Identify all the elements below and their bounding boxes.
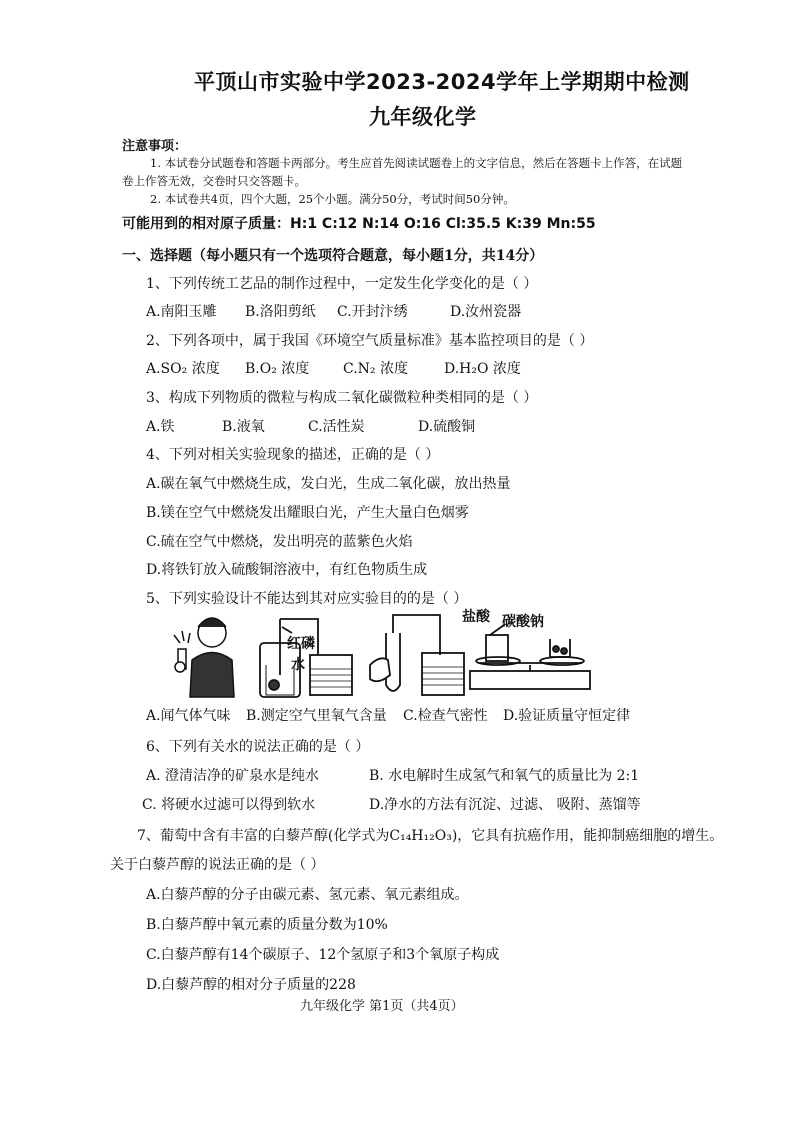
q7-option-b: B.白藜芦醇中氧元素的质量分数为10% xyxy=(146,917,388,933)
label-hydrochloric-acid: 盐酸 xyxy=(462,609,490,625)
question-5-stem: 5、下列实验设计不能达到其对应实验目的的是（ ） xyxy=(146,591,468,607)
q1-option-b: B.洛阳剪纸 xyxy=(245,304,316,320)
q4-option-c: C.硫在空气中燃烧，发出明亮的蓝紫色火焰 xyxy=(146,534,413,550)
q2-option-b: B.O₂ 浓度 xyxy=(245,361,310,377)
q5-option-c: C.检查气密性 xyxy=(403,708,488,724)
q3-option-a: A.铁 xyxy=(146,419,175,435)
q3-option-c: C.活性炭 xyxy=(308,419,365,435)
balance-apparatus xyxy=(470,625,590,689)
label-red-phosphorus: 红磷 xyxy=(287,636,315,652)
question-4-stem: 4、下列对相关实验现象的描述，正确的是（ ） xyxy=(146,447,440,463)
airtightness-apparatus xyxy=(370,615,464,695)
notes-line-1b: 卷上作答无效，交卷时只交答题卡。 xyxy=(122,174,306,188)
q3-option-d: D.硫酸铜 xyxy=(418,419,476,435)
q2-option-d: D.H₂O 浓度 xyxy=(444,361,521,377)
q4-option-b: B.镁在空气中燃烧发出耀眼白光，产生大量白色烟雾 xyxy=(146,505,469,521)
atomic-masses: 可能用到的相对原子质量：H:1 C:12 N:14 O:16 Cl:35.5 K:39 Mn:55 xyxy=(122,216,596,232)
q2-option-a: A.SO₂ 浓度 xyxy=(146,361,220,377)
q7-option-c: C.白藜芦醇有14个碳原子、12个氢原子和3个氧原子构成 xyxy=(146,947,500,963)
q1-option-d: D.汝州瓷器 xyxy=(450,304,522,320)
notes-line-2: 2. 本试卷共4页，四个大题，25个小题。满分50分，考试时间50分钟。 xyxy=(150,192,515,206)
question-2-stem: 2、下列各项中，属于我国《环境空气质量标准》基本监控项目的是（ ） xyxy=(146,333,594,349)
question-1-stem: 1、下列传统工艺品的制作过程中，一定发生化学变化的是（ ） xyxy=(146,276,538,292)
q5-option-a: A.闻气体气味 xyxy=(146,708,231,724)
q6-option-c: C. 将硬水过滤可以得到软水 xyxy=(142,797,316,813)
question-6-stem: 6、下列有关水的说法正确的是（ ） xyxy=(146,739,370,755)
q5-option-d: D.验证质量守恒定律 xyxy=(503,708,631,724)
q7-option-d: D.白藜芦醇的相对分子质量的228 xyxy=(146,977,356,993)
notes-heading: 注意事项： xyxy=(122,139,188,154)
q6-option-d: D.净水的方法有沉淀、过滤、 吸附、蒸馏等 xyxy=(369,797,641,813)
notes-line-1a: 1. 本试卷分试题卷和答题卡两部分。考生应首先阅读试题卷上的文字信息，然后在答题卡上作答，在试题 xyxy=(150,156,683,170)
q7-option-a: A.白藜芦醇的分子由碳元素、氢元素、氧元素组成。 xyxy=(146,887,469,903)
q1-option-a: A.南阳玉雕 xyxy=(146,304,217,320)
page-footer: 九年级化学 第1页（共4页） xyxy=(300,999,464,1014)
q4-option-a: A.碳在氧气中燃烧生成，发白光，生成二氧化碳，放出热量 xyxy=(146,476,511,492)
q3-option-b: B.液氧 xyxy=(222,419,265,435)
q1-option-c: C.开封汴绣 xyxy=(337,304,408,320)
question-3-stem: 3、构成下列物质的微粒与构成二氧化碳微粒种类相同的是（ ） xyxy=(146,390,538,406)
section-1-heading: 一、选择题（每小题只有一个选项符合题意，每小题1分，共14分） xyxy=(122,248,544,264)
q5-option-b: B.测定空气里氧气含量 xyxy=(246,708,387,724)
question-7-stem: 7、葡萄中含有丰富的白藜芦醇(化学式为C₁₄H₁₂O₃)，它具有抗癌作用，能抑制癌细胞的增生。 xyxy=(137,828,724,844)
q6-option-b: B. 水电解时生成氢气和氧气的质量比为 2:1 xyxy=(369,768,640,784)
q6-option-a: A. 澄清洁净的矿泉水是纯水 xyxy=(146,768,320,784)
exam-subtitle: 九年级化学 xyxy=(369,105,477,129)
question-7-stem-2: 关于白藜芦醇的说法正确的是（ ） xyxy=(110,857,325,873)
exam-title: 平顶山市实验中学2023-2024学年上学期期中检测 xyxy=(194,70,690,94)
label-sodium-carbonate: 碳酸钠 xyxy=(502,614,544,630)
smelling-gas-figure xyxy=(174,618,234,697)
label-water: 水 xyxy=(291,657,305,673)
q4-option-d: D.将铁钉放入硫酸铜溶液中，有红色物质生成 xyxy=(146,562,428,578)
red-phosphorus-apparatus xyxy=(260,619,352,697)
q2-option-c: C.N₂ 浓度 xyxy=(343,361,408,377)
